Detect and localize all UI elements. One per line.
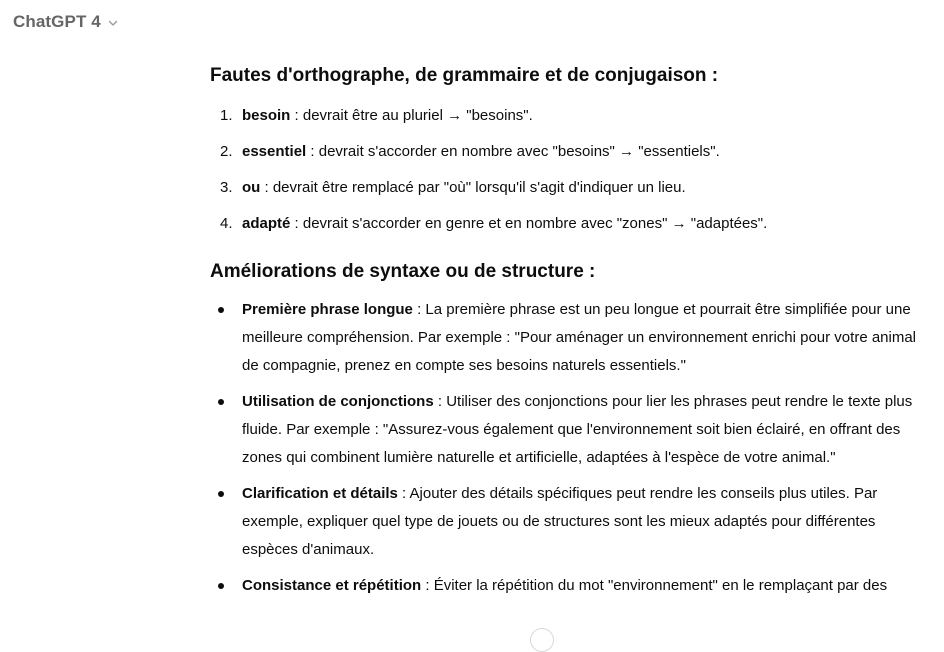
- item-number: 3.: [220, 179, 233, 196]
- assistant-message: [210, 60, 925, 608]
- model-selector[interactable]: [13, 12, 119, 32]
- list-item: [210, 480, 925, 564]
- item-term: Consistance et répétition: [242, 577, 422, 594]
- item-term: essentiel: [242, 143, 307, 160]
- list-item: [210, 102, 925, 130]
- list-item: [210, 296, 925, 380]
- list-item: [210, 210, 925, 238]
- item-text: : Éviter la répétition du mot "environnement" en le remplaçant par des: [421, 577, 888, 594]
- item-text: : devrait s'accorder en nombre avec "besoins" → "essentiels".: [306, 143, 720, 160]
- item-text: : La première phrase est un peu longue et pourrait être simplifiée pour une meilleure compréhension. Par exemple : "Pour aménager un environnement enrichi pour votre animal de compagnie, prenez en compte ses besoins naturels essentiels.": [242, 301, 917, 374]
- item-term: Première phrase longue: [242, 301, 413, 318]
- item-term: Clarification et détails: [242, 485, 398, 502]
- item-number: 2.: [220, 143, 233, 160]
- list-item: [210, 572, 925, 600]
- bullet-icon: [218, 399, 224, 405]
- item-term: ou: [242, 179, 261, 196]
- item-term: Utilisation de conjonctions: [242, 393, 434, 410]
- item-number: 4.: [220, 215, 233, 232]
- errors-list: [210, 102, 925, 238]
- bullet-icon: [218, 491, 224, 497]
- bullet-icon: [218, 307, 224, 313]
- item-text: : Utiliser des conjonctions pour lier les phrases peut rendre le texte plus fluide. Par exemple : "Assurez-vous également que l'environnement soit bien éclairé, en offrant des zones qui combinent lumière naturelle et artificielle, adaptées à l'espèce de votre animal.": [242, 393, 913, 466]
- item-text: : devrait être remplacé par "où" lorsqu'il s'agit d'indiquer un lieu.: [260, 179, 686, 196]
- scroll-down-button[interactable]: [530, 628, 554, 652]
- list-item: [210, 388, 925, 472]
- improvements-list: [210, 296, 925, 600]
- improvements-heading: Améliorations de syntaxe ou de structure :: [210, 261, 596, 282]
- model-label: ChatGPT 4: [13, 12, 101, 31]
- item-text: : devrait s'accorder en genre et en nombre avec "zones" → "adaptées".: [290, 215, 768, 232]
- chevron-down-icon: [107, 17, 119, 29]
- bullet-icon: [218, 583, 224, 589]
- item-term: adapté: [242, 215, 291, 232]
- item-text: : Ajouter des détails spécifiques peut rendre les conseils plus utiles. Par exemple, expliquer quel type de jouets ou de structures sont les mieux adaptés pour différentes espèces d'animaux.: [242, 485, 878, 558]
- errors-heading: Fautes d'orthographe, de grammaire et de conjugaison :: [210, 65, 719, 86]
- item-text: : devrait être au pluriel → "besoins".: [290, 107, 533, 124]
- item-term: besoin: [242, 107, 291, 124]
- list-item: [210, 174, 925, 202]
- list-item: [210, 138, 925, 166]
- item-number: 1.: [220, 107, 233, 124]
